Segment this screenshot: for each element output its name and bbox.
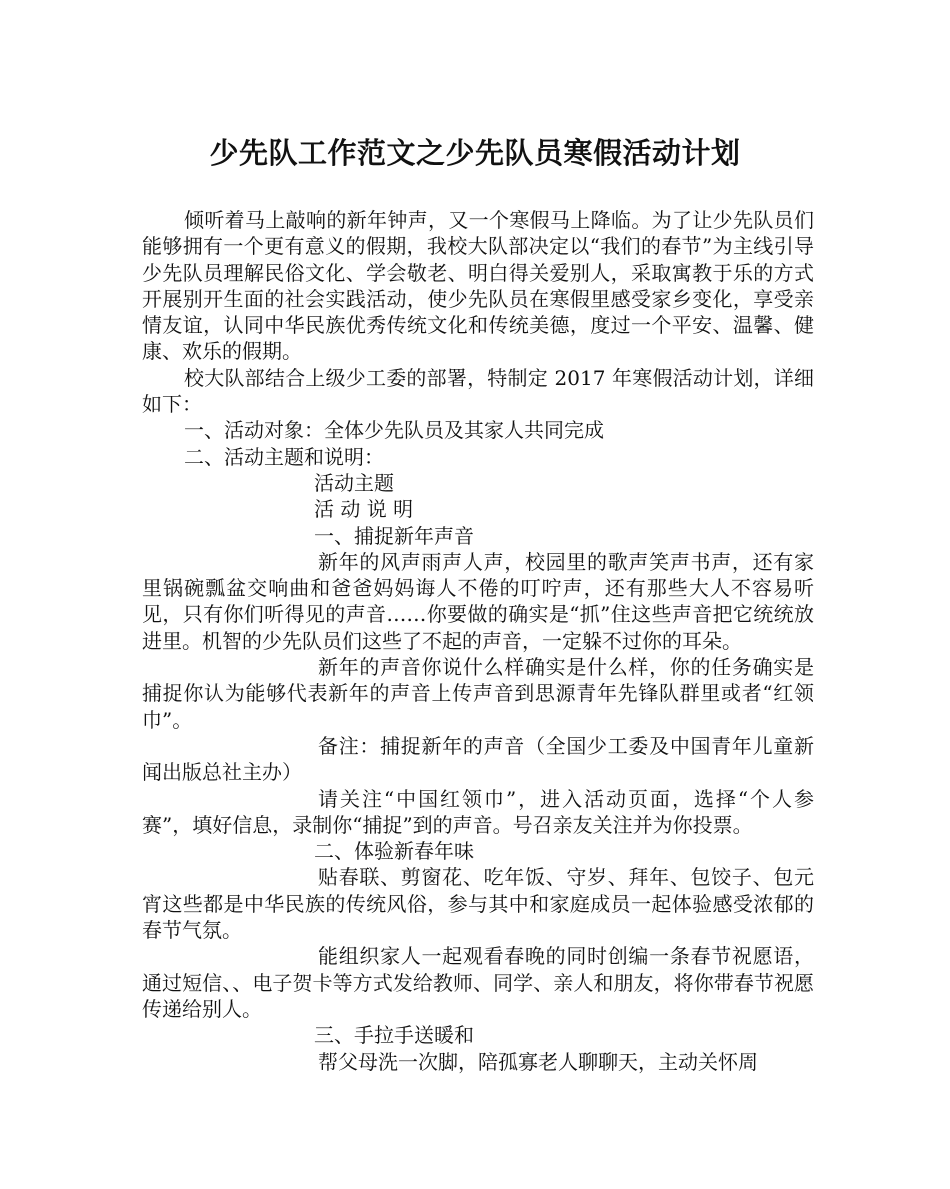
table-header-description: 活 动 说 明 [314,497,414,522]
section-heading-warmth: 三、手拉手送暖和 [314,1023,474,1048]
paragraph-intro: 倾听着马上敲响的新年钟声，又一个寒假马上降临。为了让少先队员们能够拥有一个更有意义的假期，我校大队部决定以“我们的春节”为主线引导少先队员理解民俗文化、学会敬老、明白得关爱别人，采取寓教于乐的方式开展别开生面的社会实践活动，使少先队员在寒假里感受家乡变化，享受亲情友谊，认同中华民族优秀传统文化和传统美德，度过一个平安、温馨、健康、欢乐的假期。 [142,208,814,364]
document-title: 少先队工作范文之少先队员寒假活动计划 [209,136,741,170]
paragraph-sound-note: 备注：捕捉新年的声音（全国少工委及中国青年儿童新闻出版总社主办） [142,733,814,785]
paragraph-sound-3: 请关注“中国红领巾”，进入活动页面，选择“个人参赛”，填好信息，录制你“捕捉”到的声音。号召亲友关注并为你投票。 [142,786,814,837]
section-heading-newyear: 二、体验新春年味 [314,839,474,864]
paragraph-sound-1: 新年的风声雨声人声，校园里的歌声笑声书声，还有家里锅碗瓢盆交响曲和爸爸妈妈诲人不倦的叮咛声，还有那些大人不容易听见，只有你们听得见的声音……你要做的确实是“抓”住这些声音把它统统放进里。机智的少先队员们这些了不起的声音，一定躲不过你的耳朵。 [142,549,814,653]
paragraph-newyear-1: 贴春联、剪窗花、吃年饭、守岁、拜年、包饺子、包元宵这些都是中华民族的传统风俗，参与其中和家庭成员一起体验感受浓郁的春节气氛。 [142,865,814,943]
section-heading-sound: 一、捕捉新年声音 [314,523,474,548]
paragraph-sound-2: 新年的声音你说什么样确实是什么样，你的任务确实是捕捉你认为能够代表新年的声音上传声音到思源青年先锋队群里或者“红领巾”。 [142,655,814,732]
paragraph-newyear-2: 能组织家人一起观看春晚的同时创编一条春节祝愿语，通过短信、、电子贺卡等方式发给教师、同学、亲人和朋友，将你带春节祝愿传递给别人。 [142,944,814,1021]
paragraph-target: 一、活动对象：全体少先队员及其家人共同完成 [184,418,604,443]
table-header-theme: 活动主题 [314,470,394,495]
paragraph-warmth-1: 帮父母洗一次脚，陪孤寡老人聊聊天，主动关怀周 [318,1049,758,1074]
paragraph-plan: 校大队部结合上级少工委的部署，特制定 2017 年寒假活动计划，详细如下： [142,365,814,417]
document-body [142,207,814,1075]
paragraph-theme-heading: 二、活动主题和说明： [184,444,384,469]
